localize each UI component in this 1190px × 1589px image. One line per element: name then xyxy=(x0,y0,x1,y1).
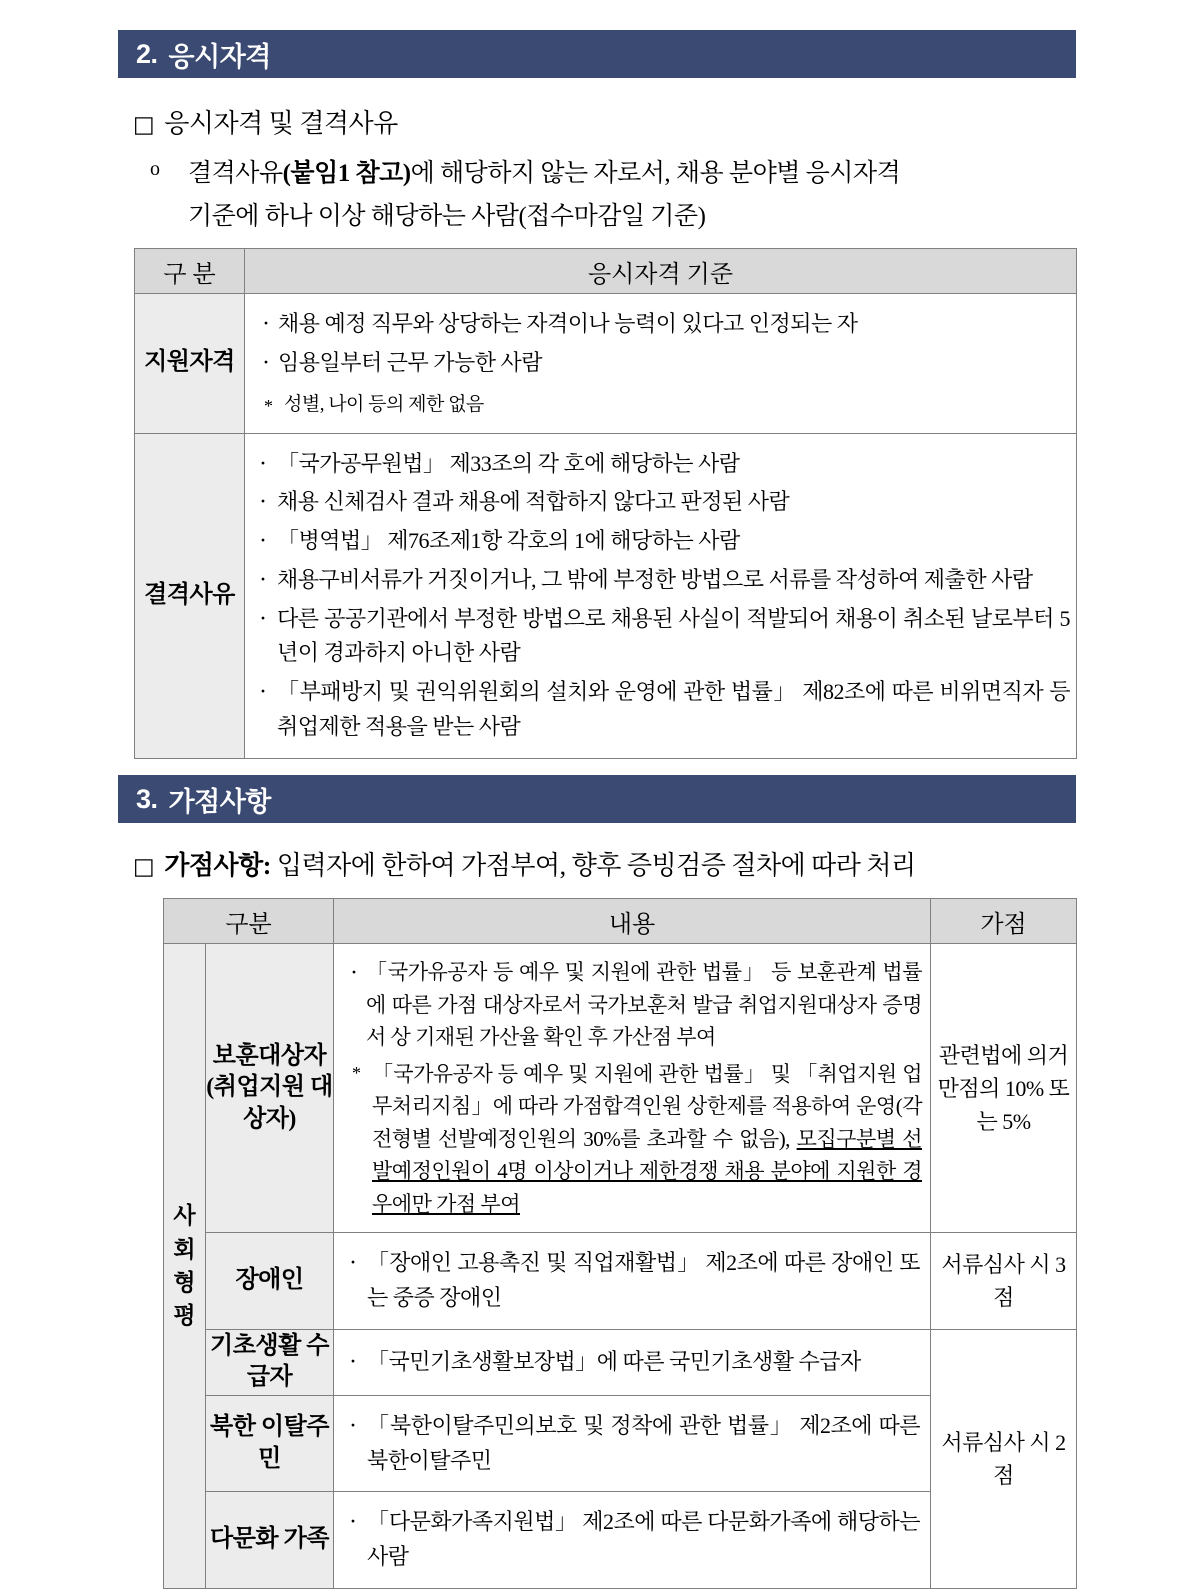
t2-content-multicultural-family xyxy=(334,1492,931,1589)
list-item: · 「국민기초생활보장법」에 따른 국민기초생활 수급자 xyxy=(347,1345,920,1380)
section-2-title: 응시자격 xyxy=(168,41,271,72)
t2-content-basic-living xyxy=(334,1329,931,1395)
t2-label-north-korean-defector xyxy=(206,1395,334,1492)
group-label-char: 평 xyxy=(173,1303,196,1329)
table-header-row xyxy=(135,249,1077,294)
t2-label-multicultural-family xyxy=(206,1492,334,1589)
table-row xyxy=(164,944,1077,1233)
label-line: 수급자 xyxy=(246,1332,329,1391)
subheading-bonus-rest: 입력자에 한하여 가점부여, 향후 증빙검증 절차에 따라 처리 xyxy=(270,851,916,880)
table-row xyxy=(164,1233,1077,1330)
t2-header-gajeom: 가점 xyxy=(931,899,1077,944)
list-item: · 「다문화가족지원법」 제2조에 따른 다문화가족에 해당하는 사람 xyxy=(347,1505,920,1575)
eligibility-line1-a: 결격사유 xyxy=(188,160,283,187)
label-line: 가족 xyxy=(283,1526,329,1553)
t2-score-two-points xyxy=(931,1329,1077,1588)
t2-label-bohun xyxy=(206,944,334,1233)
list-item: · 채용 신체검사 결과 채용에 적합하지 않다고 판정된 사람 xyxy=(257,485,1070,520)
group-label-char: 회 xyxy=(173,1236,196,1262)
t2-label-disabled xyxy=(206,1233,334,1330)
eligibility-line1-b: (붙임1 참고) xyxy=(282,160,411,187)
list-item: · 「장애인 고용촉진 및 직업재활법」 제2조에 따른 장애인 또는 중증 장애인 xyxy=(347,1246,920,1316)
section-3-number: 3. xyxy=(136,783,158,814)
t2-header-naeyong: 내용 xyxy=(334,899,931,944)
t2-content-bohun xyxy=(334,944,931,1233)
t1-label-jiwon: 지원자격 xyxy=(135,294,245,434)
t2-content-north-korean-defector xyxy=(334,1395,931,1492)
list-item: · 「국가유공자 등 예우 및 지원에 관한 법률」 등 보훈관계 법률에 따른 가점 대상자로서 국가보훈처 발급 취업지원대상자 증명서 상 기재된 가산율 확인 후 가산점 부여 xyxy=(346,956,922,1054)
circle-bullet-icon: o xyxy=(150,158,160,180)
section-bar-3 xyxy=(118,775,1076,823)
note-underlined-part: 모집구분별 선발예정인원이 4명 이상이거나 제한경쟁 채용 분야에 지원한 경우에만 가점 부여 xyxy=(372,1126,922,1216)
t1-content-gyeolgyeok xyxy=(245,433,1077,758)
t2-score-bohun xyxy=(931,944,1077,1233)
score-line: 관련법에 xyxy=(938,1042,1022,1068)
list-item: · 「병역법」 제76조제1항 각호의 1에 해당하는 사람 xyxy=(257,524,1070,559)
section-2-number: 2. xyxy=(136,38,158,69)
list-item: · 「북한이탈주민의보호 및 정착에 관한 법률」 제2조에 따른 북한이탈주민 xyxy=(347,1409,920,1479)
t2-label-basic-living xyxy=(206,1329,334,1395)
t1-content-jiwon xyxy=(245,294,1077,434)
table-header-row xyxy=(164,899,1077,944)
label-line: 장애인 xyxy=(235,1267,304,1294)
score-line: 서류심사 시 xyxy=(941,1252,1051,1278)
group-label-char: 형 xyxy=(173,1269,196,1295)
eligibility-paragraph xyxy=(150,152,1080,238)
subheading-bonus xyxy=(133,845,916,882)
score-line: 10% 또는 5% xyxy=(976,1075,1070,1134)
eligibility-paragraph-text xyxy=(188,152,1080,238)
eligibility-line2: 기준에 하나 이상 해당하는 사람(접수마감일 기준) xyxy=(188,203,706,230)
list-item: · 「부패방지 및 권익위원회의 설치와 운영에 관한 법률」 제82조에 따른 비위면직자 등 취업제한 적용을 받는 사람 xyxy=(257,675,1070,745)
list-item-note xyxy=(346,1058,922,1221)
note-plain-part: 「국가유공자 등 예우 및 지원에 관한 법률」 및 「취업지원 업무처리지침」에 따라 가점합격인원 상한제를 적용하여 운영(각 전형별 선발예정인원의 30%를 초과할 수 없음), xyxy=(372,1061,922,1151)
score-line: 3점 xyxy=(993,1252,1066,1311)
t2-group-label-social-equity xyxy=(164,944,206,1589)
subheading-bonus-strong: 가점사항: xyxy=(164,851,271,880)
table-row xyxy=(135,433,1077,758)
t1-header-criteria: 응시자격 기준 xyxy=(245,249,1077,294)
label-line: (취업지원 xyxy=(206,1074,305,1101)
section-3-title: 가점사항 xyxy=(168,786,271,817)
label-line: 대상자) xyxy=(243,1074,333,1133)
t2-content-disabled xyxy=(334,1233,931,1330)
t2-header-gubun: 구분 xyxy=(164,899,334,944)
list-item-note: * 성별, 나이 등의 제한 없음 xyxy=(258,390,1066,420)
section-bar-2 xyxy=(118,30,1076,78)
group-label-char: 사 xyxy=(173,1203,196,1229)
bonus-points-table xyxy=(163,898,1077,1589)
eligibility-table xyxy=(134,248,1077,759)
list-item: · 채용 예정 직무와 상당하는 자격이나 능력이 있다고 인정되는 자 xyxy=(258,307,1066,342)
table-row xyxy=(164,1329,1077,1395)
list-item: · 「국가공무원법」 제33조의 각 호에 해당하는 사람 xyxy=(257,447,1070,482)
t1-header-gubun: 구 분 xyxy=(135,249,245,294)
list-item: · 임용일부터 근무 가능한 사람 xyxy=(258,346,1066,381)
list-item: · 채용구비서류가 거짓이거나, 그 밖에 부정한 방법으로 서류를 작성하여 제출한 사람 xyxy=(257,563,1070,598)
score-line: 의거 만점의 xyxy=(937,1042,1069,1101)
label-line: 기초생활 xyxy=(210,1332,301,1359)
score-line: 서류심사 시 xyxy=(941,1429,1051,1455)
subheading-eligibility xyxy=(133,103,398,140)
table-row xyxy=(135,294,1077,434)
subheading-eligibility-text: 응시자격 및 결격사유 xyxy=(164,109,398,138)
square-bullet-icon: □ xyxy=(133,112,155,138)
square-bullet-icon: □ xyxy=(133,854,155,880)
score-line: 2점 xyxy=(993,1429,1066,1488)
t1-label-gyeolgyeok: 결격사유 xyxy=(135,433,245,758)
label-line: 이탈주민 xyxy=(258,1413,329,1472)
t2-score-disabled xyxy=(931,1233,1077,1330)
label-line: 보훈대상자 xyxy=(212,1042,327,1069)
eligibility-line1-c: 에 해당하지 않는 자로서, 채용 분야별 응시자격 xyxy=(410,160,901,187)
label-line: 북한 xyxy=(210,1413,256,1440)
list-item: · 다른 공공기관에서 부정한 방법으로 채용된 사실이 적발되어 채용이 취소된 날로부터 5년이 경과하지 아니한 사람 xyxy=(257,602,1070,672)
label-line: 다문화 xyxy=(210,1526,279,1553)
